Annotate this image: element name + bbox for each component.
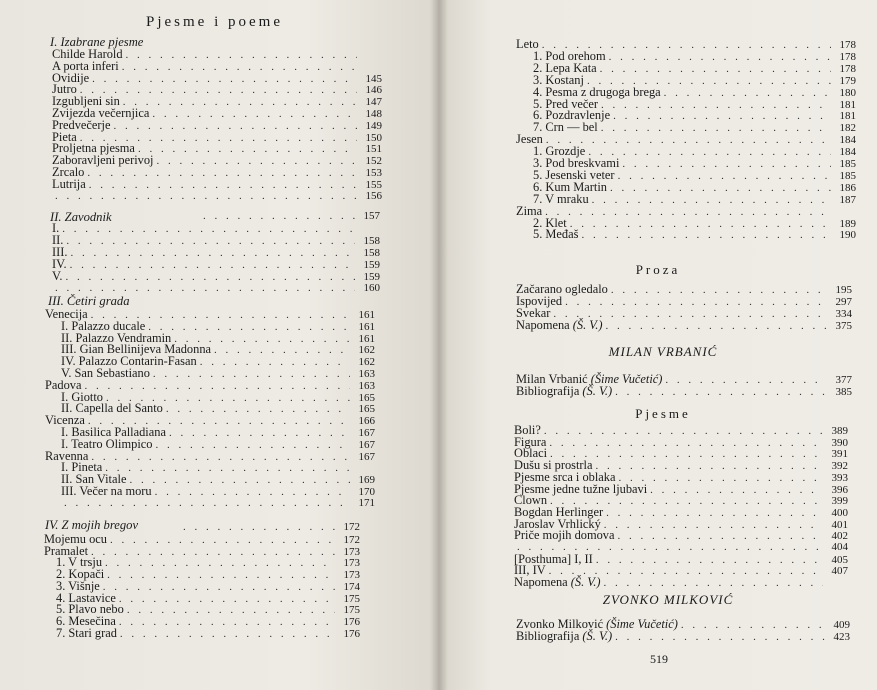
toc-entry-page: 162 (358, 356, 375, 369)
dot-leader (52, 282, 355, 295)
toc-entry-title: III. Večer na moru (61, 484, 152, 498)
toc-entry-page: 162 (358, 344, 375, 357)
toc-entry-title: Dušu si prostrla (514, 458, 593, 473)
toc-entry-title: 5. Plavo nebo (56, 602, 124, 617)
toc-entry-page: 297 (835, 296, 852, 308)
toc-entry (56, 627, 360, 640)
toc-entry-title: Izgubljeni sin (52, 94, 120, 109)
toc-entry-page: 184 (839, 134, 856, 147)
toc-entry-page: 175 (343, 592, 360, 605)
toc-entry-page: 159 (363, 270, 380, 283)
toc-entry-page: 151 (365, 143, 382, 156)
toc-entry-page: 147 (365, 96, 382, 109)
toc-entry-page: 158 (363, 234, 380, 247)
toc-entry (516, 630, 850, 643)
toc-entry-title: Zvijezda večernjica (52, 106, 150, 120)
toc-entry: . . . 172 (180, 521, 360, 534)
toc-entry (514, 576, 848, 589)
toc-entry-title: Padova (45, 377, 82, 392)
toc-entry-title: Napomena (Š. V.) (514, 575, 601, 590)
toc-entry-page: 173 (343, 569, 360, 582)
toc-entry-page: 190 (839, 229, 856, 242)
toc-entry-title: Jutro (52, 82, 77, 97)
toc-entry-title: Childe Harold (52, 47, 123, 61)
toc-entry-page: 185 (839, 158, 856, 170)
toc-entry-page: 161 (358, 320, 375, 333)
toc-entry-title: 7. V mraku (533, 191, 589, 206)
toc-entry-page: 409 (833, 619, 850, 631)
toc-entry-title: 5. Međaš (533, 227, 579, 242)
toc-entry-page: 156 (365, 189, 382, 202)
toc-entry-title: Milan Vrbanić (Šime Vučetić) (516, 372, 663, 386)
toc-entry-page: 167 (358, 438, 375, 451)
toc-entry-title: Predvečerje (52, 117, 111, 132)
toc-entry-title: I. Giotto (61, 389, 103, 404)
toc-entry-page: 169 (358, 474, 375, 487)
toc-entry-page: 402 (831, 530, 848, 543)
toc-entry-title: 3. Višnje (56, 578, 100, 593)
toc-entry-title: Ovidije (52, 70, 90, 85)
dot-leader (612, 631, 825, 644)
toc-entry-title: Vicenza (45, 413, 85, 428)
toc-entry-title: Bibliografija (Š. V.) (516, 384, 613, 398)
toc-entry-title: 7. Crn — bel (533, 120, 598, 135)
toc-entry-page: 149 (365, 119, 382, 132)
toc-entry-title: Clown (514, 493, 548, 508)
toc-entry-page: 150 (365, 131, 382, 144)
section-heading: III. Četiri grada (48, 294, 130, 308)
toc-entry (52, 282, 380, 295)
toc-entry-title: A porta inferi (52, 58, 119, 73)
toc-entry-title: Začarano ogledalo (516, 282, 608, 296)
toc-entry-title: Leto (516, 37, 539, 51)
toc-entry-page: 175 (343, 604, 360, 617)
dot-leader (52, 190, 357, 203)
toc-entry-page: 155 (365, 178, 382, 191)
toc-entry-title: III. (52, 244, 68, 259)
toc-entry-page: 180 (839, 86, 856, 99)
toc-entry-title: Napomena (Š. V.) (516, 318, 603, 332)
left-page (0, 0, 438, 690)
toc-entry-title: Priče mojih domova (514, 528, 615, 543)
dot-leader (117, 628, 335, 641)
toc-entry-page: 145 (365, 72, 382, 85)
toc-entry-title: Svekar (516, 306, 551, 320)
toc-entry-title: 5. Pred večer (533, 96, 599, 111)
toc-entry-title: I. (52, 221, 60, 235)
toc-entry-title: 1. Grozdje (533, 144, 586, 159)
toc-entry-page: 178 (839, 62, 856, 75)
toc-entry-page: 404 (831, 541, 848, 553)
section-heading: II. Zavodnik (50, 210, 112, 224)
toc-entry (533, 228, 856, 241)
toc-entry-page: 187 (839, 193, 856, 206)
toc-entry-page: 146 (365, 84, 382, 97)
toc-entry-page: 389 (831, 425, 848, 437)
toc-entry (516, 319, 852, 332)
section-heading: MILAN VRBANIĆ (608, 344, 718, 359)
dot-leader (612, 386, 827, 399)
toc-entry-page: 170 (358, 486, 375, 498)
toc-entry-page: 163 (358, 368, 375, 380)
toc-entry (52, 190, 382, 203)
toc-entry-title: III. Gian Bellinijeva Madonna (61, 342, 212, 357)
toc-entry-page: 179 (839, 74, 856, 87)
toc-entry: . . . 157 (200, 210, 380, 223)
book-gutter (430, 0, 448, 690)
toc-entry-page: 160 (363, 281, 380, 294)
toc-entry-title: 6. Pozdravlenje (533, 108, 611, 123)
toc-entry-page: 184 (839, 146, 856, 159)
toc-entry-title: I. Teatro Olimpico (61, 436, 153, 451)
toc-entry-title: 5. Jesenski veter (533, 167, 615, 182)
toc-entry-title: II. Capella del Santo (61, 401, 163, 416)
section-heading: IV. Z mojih bregov (45, 518, 139, 532)
toc-entry-page: 153 (365, 167, 382, 179)
toc-entry (61, 497, 375, 510)
toc-entry-title: Zaboravljeni perivoj (52, 153, 154, 168)
toc-entry-title: Ispovijed (516, 294, 563, 308)
toc-entry-page: 390 (831, 436, 848, 449)
toc-entry-title: 7. Stari grad (56, 625, 117, 640)
toc-entry-title: V. (52, 268, 63, 283)
toc-entry-page: 400 (831, 506, 848, 519)
toc-entry-page: 185 (839, 169, 856, 182)
toc-entry (516, 385, 852, 398)
toc-entry-page: 163 (358, 379, 375, 392)
toc-entry-page: 181 (839, 98, 856, 111)
toc-entry-title: I. Pineta (61, 460, 103, 475)
toc-entry-title: Proljetna pjesma (52, 141, 135, 156)
toc-entry-page: 178 (839, 50, 856, 63)
toc-entry-page: 159 (363, 258, 380, 271)
toc-entry-page: 182 (839, 122, 856, 135)
toc-entry-page: 172 (343, 534, 360, 546)
toc-entry-page: 176 (343, 627, 360, 640)
toc-entry-title: 4. Pesma z drugoga brega (533, 84, 661, 99)
toc-entry-page: 167 (358, 427, 375, 439)
right-page (438, 0, 877, 690)
toc-entry-title: I. Palazzo ducale (61, 318, 146, 333)
toc-entry-page: 375 (835, 320, 852, 332)
toc-entry-page: 186 (839, 181, 856, 194)
toc-entry-page: 173 (343, 545, 360, 558)
toc-entry-title: Pieta (52, 129, 77, 144)
toc-entry-title: IV. (52, 256, 67, 271)
toc-entry-title: V. San Sebastiano (61, 366, 150, 380)
toc-entry-title: Pjesme srca i oblaka (514, 469, 616, 484)
toc-entry-page: 385 (835, 386, 852, 398)
toc-entry-page: 161 (358, 332, 375, 345)
toc-entry-page: 176 (343, 615, 360, 628)
page-title: Pjesme i poeme (146, 14, 283, 30)
toc-entry-title: Zima (516, 203, 543, 218)
toc-entry-title: III, IV (514, 563, 546, 578)
toc-entry-page: 399 (831, 495, 848, 508)
toc-entry-title: 2. Lepa Kata (533, 60, 597, 75)
toc-entry-page: 392 (831, 460, 848, 473)
toc-entry-page: 407 (831, 565, 848, 578)
toc-entry-title: 4. Lastavice (56, 590, 116, 605)
toc-entry-page: 165 (358, 391, 375, 404)
toc-entry-page: 391 (831, 448, 848, 461)
dot-leader (601, 577, 824, 590)
toc-entry-page: 148 (365, 108, 382, 120)
toc-entry-page: 171 (358, 496, 375, 509)
toc-entry-page: 334 (835, 308, 852, 320)
toc-entry-title: Lutrija (52, 176, 86, 191)
toc-entry-title: 1. Pod orehom (533, 48, 606, 63)
toc-entry-title: Ravenna (45, 448, 89, 463)
section-heading: Pjesme (635, 406, 691, 421)
toc-entry-page: 396 (831, 483, 848, 496)
toc-entry-title: Jaroslav Vrhlický (514, 516, 601, 531)
toc-entry-title: Bogdan Herlinger (514, 504, 604, 519)
toc-entry-title: 3. Kostanj (533, 72, 584, 87)
toc-entry-page: 405 (831, 553, 848, 566)
toc-entry-page: 165 (358, 403, 375, 416)
toc-entry-title: 6. Kum Martin (533, 179, 607, 194)
toc-entry-page: 152 (365, 155, 382, 168)
toc-entry-title: Boli? (514, 423, 541, 437)
section-heading: I. Izabrane pjesme (50, 35, 144, 49)
toc-entry-title: Venecija (45, 307, 88, 321)
toc-entry-page: 166 (358, 415, 375, 428)
toc-entry-page: 401 (831, 518, 848, 531)
toc-entry-title: Pjesme jedne tužne ljubavi (514, 481, 648, 496)
section-heading: ZVONKO MILKOVIĆ (602, 592, 734, 607)
toc-entry-page: 393 (831, 471, 848, 484)
toc-entry-page: 189 (839, 217, 856, 230)
toc-entry-title: Jesen (516, 132, 543, 147)
toc-entry-title: 2. Kopači (56, 567, 105, 582)
toc-entry-title: Zvonko Milković (Šime Vučetić) (516, 617, 678, 631)
dot-leader (61, 497, 350, 510)
toc-entry-page: 195 (835, 284, 852, 296)
dot-leader (578, 229, 831, 242)
toc-entry-page: 174 (343, 580, 360, 593)
toc-entry-title: 3. Pod breskvami (533, 156, 620, 170)
toc-entry-page: 158 (363, 246, 380, 259)
dot-leader (603, 320, 828, 333)
toc-entry-title: Oblaci (514, 446, 548, 461)
section-heading: Proza (635, 262, 681, 277)
toc-entry-title: II. (52, 232, 64, 247)
toc-entry-page: 173 (343, 557, 360, 570)
toc-entry-title: IV. Palazzo Contarin-Fasan (61, 354, 197, 369)
toc-entry-page: 167 (358, 450, 375, 463)
page-number: 519 (650, 652, 668, 666)
toc-entry-title: Pramalet (44, 543, 89, 558)
toc-entry-page: 377 (835, 374, 852, 386)
toc-entry-title: Mojemu ocu (44, 532, 107, 546)
toc-entry-page: 423 (833, 631, 850, 643)
toc-entry-page: 178 (839, 39, 856, 51)
toc-entry-title: 2. Klet (533, 215, 567, 230)
toc-entry-title: [Posthuma] I, II (514, 551, 593, 566)
toc-entry-title: 1. V trsju (56, 555, 103, 570)
toc-entry-title: Zrcalo (52, 165, 85, 179)
toc-entry-title: II. Palazzo Vendramin (61, 330, 172, 345)
toc-entry-page: 181 (839, 110, 856, 123)
toc-entry-title: 6. Mesečina (56, 613, 116, 628)
toc-entry-title: Figura (514, 434, 547, 449)
toc-entry-title: Bibliografija (Š. V.) (516, 629, 613, 643)
toc-entry-title: I. Basilica Palladiana (61, 425, 166, 439)
toc-entry-title: II. San Vitale (61, 472, 127, 487)
toc-entry-page: 161 (358, 309, 375, 321)
